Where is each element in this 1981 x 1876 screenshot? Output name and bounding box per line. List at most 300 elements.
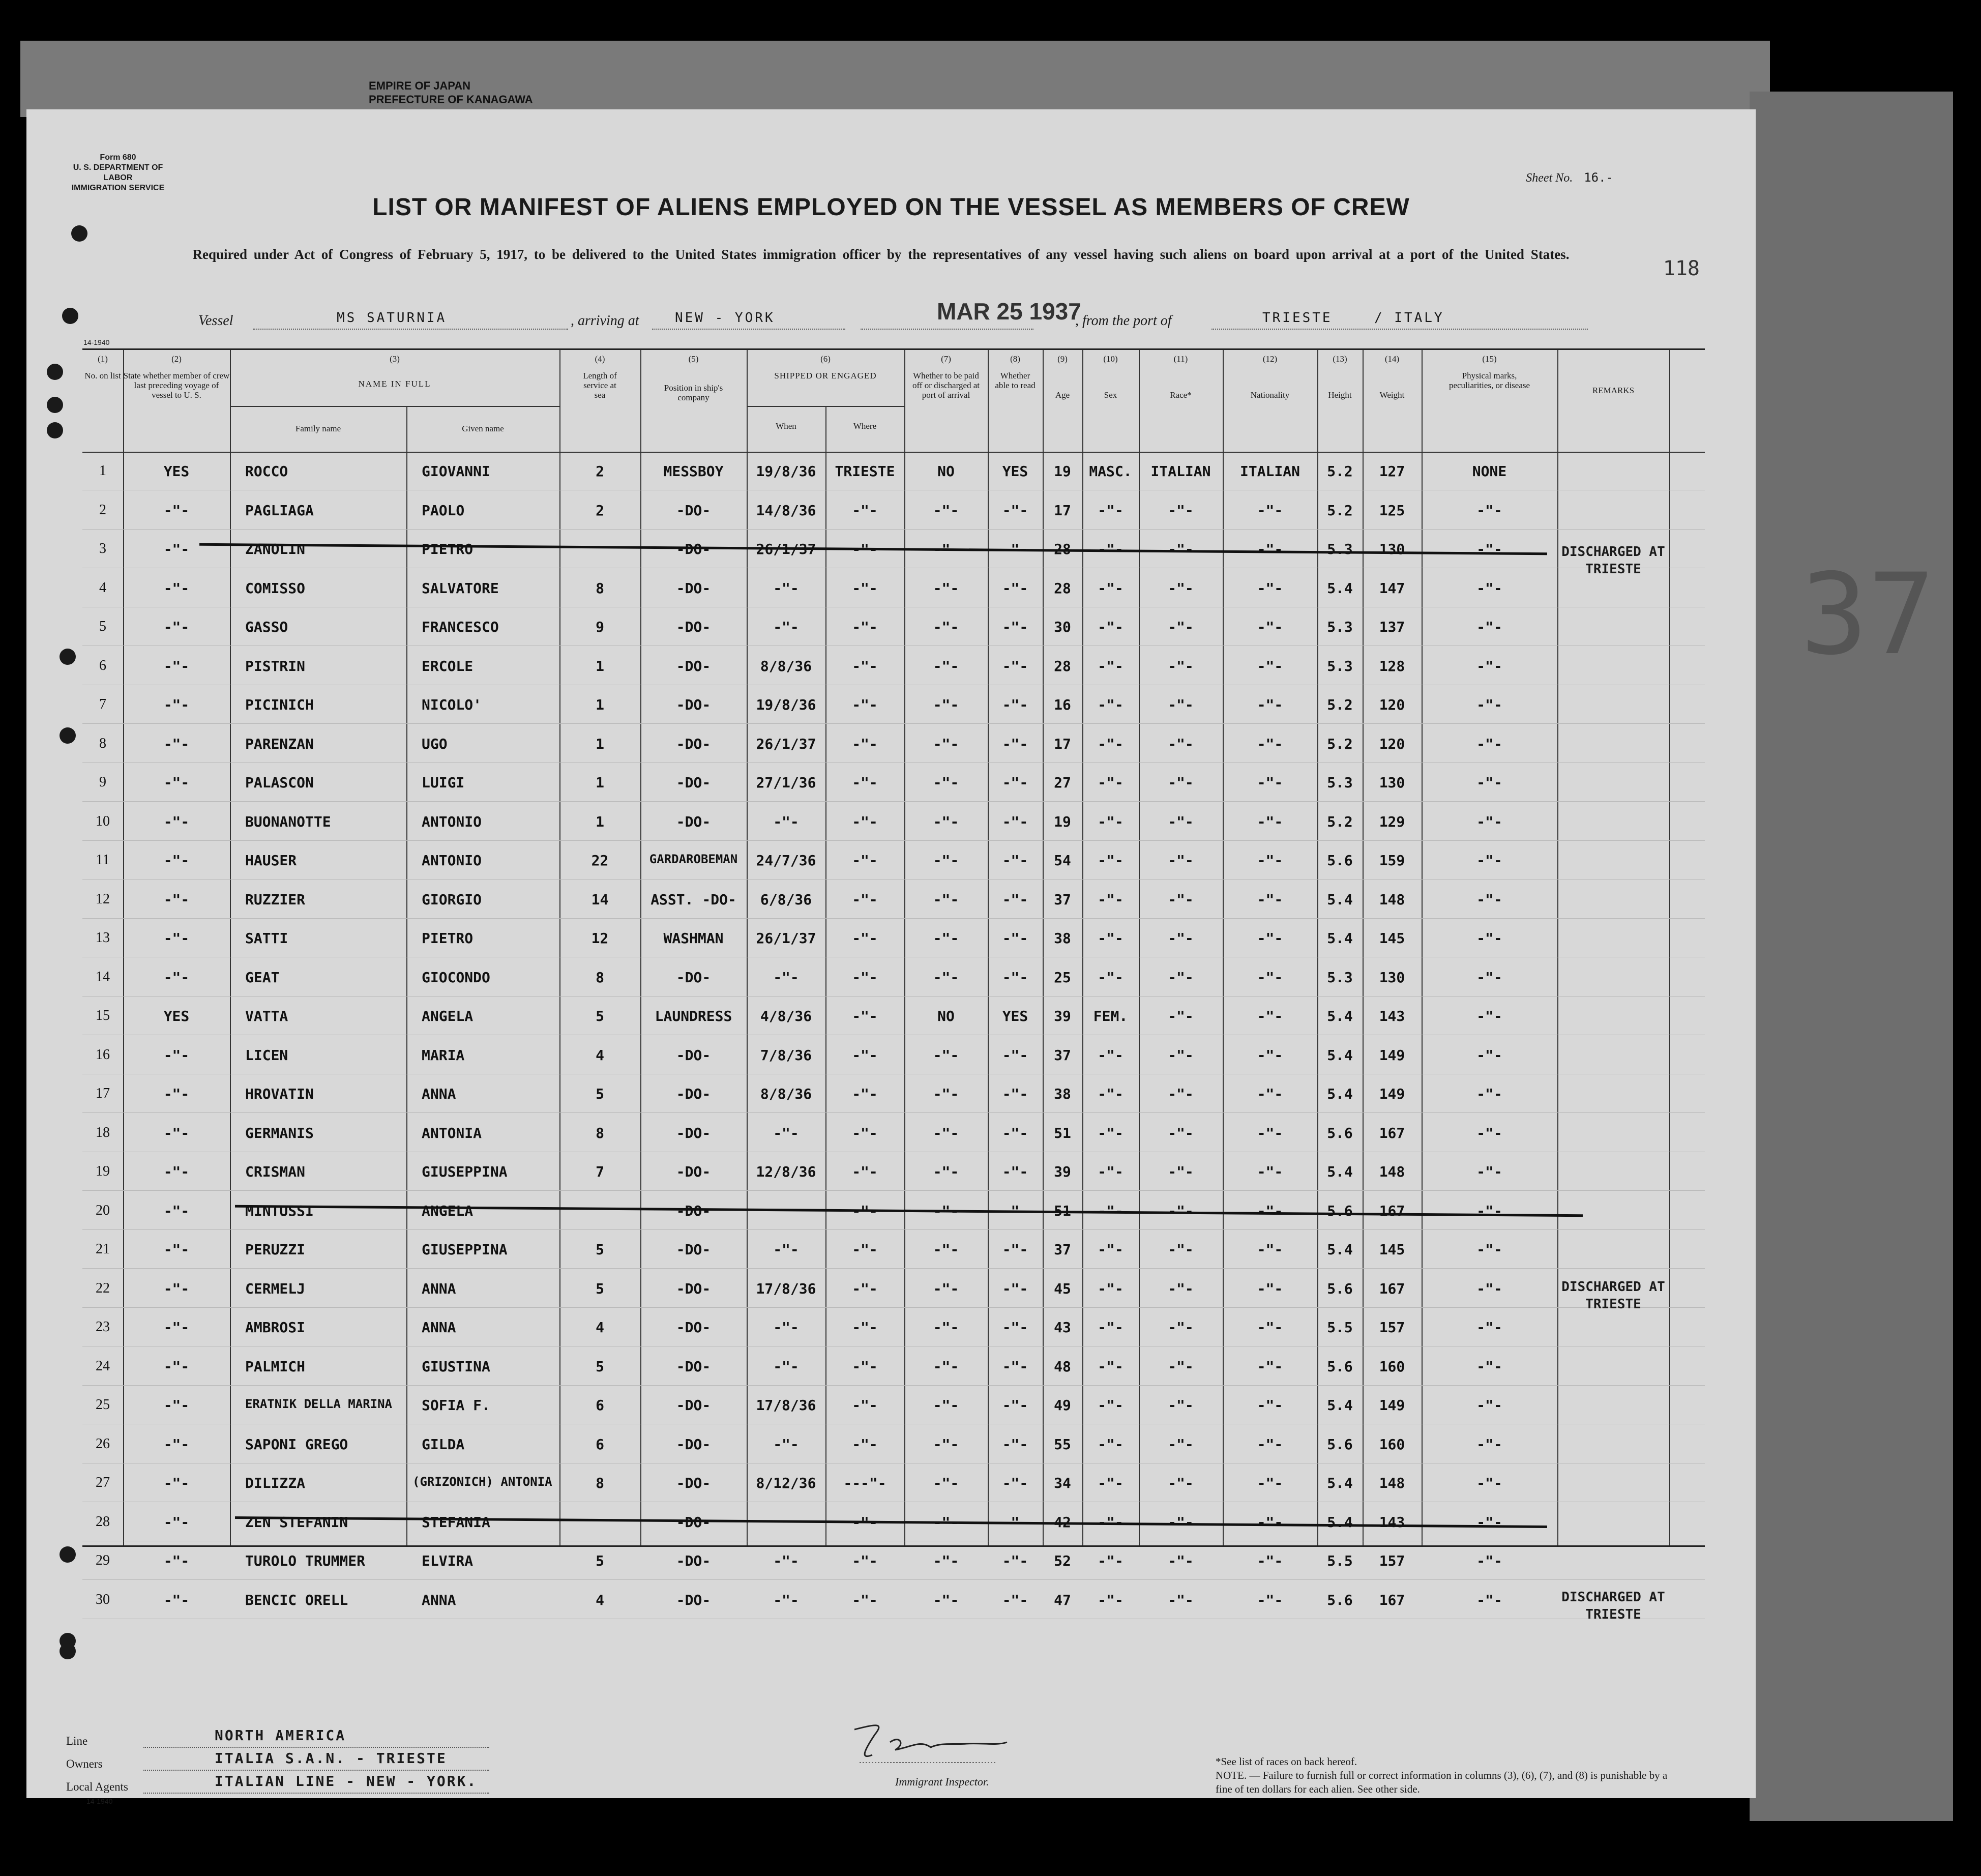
cell-previous-voyage: -"-: [163, 1163, 190, 1180]
cell-race: -"-: [1168, 1086, 1194, 1102]
cell-weight: 130: [1379, 774, 1405, 791]
cell-physical-marks: -"-: [1476, 891, 1502, 908]
family-name-header: Family name: [295, 424, 341, 433]
cell-service-length: 1: [596, 735, 604, 752]
cell-row-number: 6: [99, 657, 106, 673]
cell-able-to-read: -"-: [1002, 657, 1028, 675]
cell-row-number: 13: [96, 930, 110, 946]
cell-family-name: HROVATIN: [245, 1086, 314, 1102]
table-row: [82, 996, 1705, 1035]
cell-previous-voyage: -"-: [163, 1552, 190, 1569]
cell-row-number: 22: [96, 1280, 110, 1296]
cell-race: -"-: [1168, 696, 1194, 713]
cell-race: -"-: [1168, 502, 1194, 519]
cell-nationality: -"-: [1257, 1202, 1283, 1219]
cell-able-to-read: -"-: [1002, 1319, 1028, 1336]
cell-height: 5.6: [1327, 1358, 1353, 1375]
cell-physical-marks: -"-: [1476, 1591, 1502, 1608]
cell-position: -DO-: [676, 1358, 711, 1375]
cell-family-name: ROCCO: [245, 463, 288, 480]
cell-given-name: GIOVANNI: [422, 463, 490, 480]
cell-physical-marks: -"-: [1476, 1475, 1502, 1491]
cell-physical-marks: -"-: [1476, 1552, 1502, 1569]
table-row: [82, 530, 1705, 568]
cell-nationality: -"-: [1257, 930, 1283, 947]
cell-race: -"-: [1168, 1358, 1194, 1375]
footer-form-code: 14-1940: [86, 1797, 113, 1805]
cell-engaged-when: 14/8/36: [756, 502, 816, 519]
cell-sex: MASC.: [1089, 463, 1132, 480]
cell-sex: -"-: [1098, 891, 1123, 908]
cell-paid-off: -"-: [933, 1202, 959, 1219]
cell-paid-off: -"-: [933, 1397, 959, 1414]
cell-race: -"-: [1168, 969, 1194, 986]
binder-hole: [60, 1546, 76, 1563]
cell-sex: -"-: [1098, 969, 1123, 986]
line-fill: [143, 1746, 489, 1748]
cell-sex: -"-: [1098, 1435, 1123, 1453]
cell-given-name: PIETRO: [422, 541, 474, 558]
cell-nationality: -"-: [1257, 774, 1283, 791]
prefecture-stamp: [369, 79, 533, 106]
table-row: [82, 802, 1705, 841]
col2-header: (2) State whether member of crew last preceding voyage of vessel to U. S.: [123, 354, 230, 400]
cell-service-length: 2: [596, 463, 604, 480]
cell-engaged-where: -"-: [852, 1280, 878, 1297]
cell-paid-off: -"-: [933, 1513, 959, 1531]
cell-family-name: SAPONI GREGO: [245, 1435, 348, 1453]
cell-weight: 137: [1379, 619, 1405, 635]
cell-paid-off: -"-: [933, 1046, 959, 1064]
cell-physical-marks: -"-: [1476, 619, 1502, 635]
table-row: [82, 1308, 1705, 1346]
cell-given-name: ANTONIA: [422, 1124, 482, 1141]
service: IMMIGRATION SERVICE: [71, 184, 165, 192]
line-label: Line: [66, 1735, 88, 1747]
cell-weight: 145: [1379, 1241, 1405, 1258]
cell-nationality: -"-: [1257, 541, 1283, 558]
cell-height: 5.2: [1327, 735, 1353, 752]
cell-able-to-read: -"-: [1002, 619, 1028, 635]
penalty-note: NOTE. — Failure to furnish full or correct information in columns (3), (6), (7), and (8) is punishable by a fine of ten dollars for each alien. See other side.: [1216, 1769, 1668, 1795]
cell-age: 38: [1054, 930, 1071, 947]
cell-position: -DO-: [676, 1280, 711, 1297]
cell-sex: -"-: [1098, 1086, 1123, 1102]
cell-age: 30: [1054, 619, 1071, 635]
cell-row-number: 24: [96, 1358, 110, 1374]
cell-position: WASHMAN: [663, 930, 724, 947]
cell-paid-off: -"-: [933, 1475, 959, 1491]
cell-previous-voyage: -"-: [163, 1241, 190, 1258]
cell-paid-off: -"-: [933, 1124, 959, 1141]
form-number: Form 680: [100, 153, 136, 162]
cell-able-to-read: -"-: [1002, 1591, 1028, 1608]
cell-height: 5.4: [1327, 891, 1353, 908]
cell-race: -"-: [1168, 1008, 1194, 1024]
cell-row-number: 29: [96, 1552, 110, 1568]
cell-sex: -"-: [1098, 1046, 1123, 1064]
cell-family-name: SATTI: [245, 930, 288, 947]
cell-height: 5.6: [1327, 1124, 1353, 1141]
cell-able-to-read: -"-: [1002, 696, 1028, 713]
cell-engaged-where: -"-: [852, 1086, 878, 1102]
country-value: / ITALY: [1374, 310, 1444, 326]
cell-given-name: (GRIZONICH) ANTONIA: [412, 1475, 552, 1489]
cell-age: 28: [1054, 657, 1071, 675]
cell-weight: 149: [1379, 1086, 1405, 1102]
page-title: LIST OR MANIFEST OF ALIENS EMPLOYED ON THE VESSEL AS MEMBERS OF CREW: [372, 194, 1410, 221]
table-row: [82, 724, 1705, 763]
cell-engaged-when: 8/8/36: [760, 657, 812, 675]
cell-age: 37: [1054, 1241, 1071, 1258]
col15-header: (15) Physical marks, peculiarities, or disease: [1448, 354, 1530, 390]
cell-nationality: -"-: [1257, 696, 1283, 713]
col5-header: (5) Position in ship's company: [664, 354, 723, 402]
cell-paid-off: -"-: [933, 891, 959, 908]
cell-service-length: 5: [596, 1552, 604, 1569]
cell-service-length: 1: [596, 813, 604, 830]
cell-sex: -"-: [1098, 813, 1123, 830]
col8-header: (8) Whether able to read: [995, 354, 1036, 390]
cell-position: -DO-: [676, 1435, 711, 1453]
cell-age: 27: [1054, 774, 1071, 791]
cell-nationality: -"-: [1257, 1241, 1283, 1258]
cell-height: 5.3: [1327, 657, 1353, 675]
table-row: [82, 1347, 1705, 1386]
table-row: [82, 1269, 1705, 1308]
cell-previous-voyage: -"-: [163, 1358, 190, 1375]
cell-able-to-read: -"-: [1002, 813, 1028, 830]
cell-weight: 120: [1379, 696, 1405, 713]
cell-service-length: 5: [596, 1358, 604, 1375]
cell-nationality: -"-: [1257, 891, 1283, 908]
table-row: [82, 841, 1705, 880]
cell-height: 5.3: [1327, 541, 1353, 558]
cell-given-name: PAOLO: [422, 502, 465, 519]
cell-engaged-where: -"-: [852, 1591, 878, 1608]
cell-family-name: CERMELJ: [245, 1280, 306, 1297]
arriving-value: NEW - YORK: [675, 310, 775, 326]
cell-given-name: MARIA: [422, 1046, 465, 1064]
cell-sex: -"-: [1098, 541, 1123, 558]
cell-engaged-where: -"-: [852, 696, 878, 713]
cell-previous-voyage: -"-: [163, 852, 190, 869]
cell-sex: -"-: [1098, 1552, 1123, 1569]
cell-previous-voyage: -"-: [163, 891, 190, 908]
cell-previous-voyage: -"-: [163, 1202, 190, 1219]
cell-sex: -"-: [1098, 1202, 1123, 1219]
remark-row-3: DISCHARGED AT TRIESTE: [1561, 544, 1665, 577]
table-row: [82, 1036, 1705, 1074]
cell-family-name: COMISSO: [245, 579, 306, 597]
agents-value: ITALIAN LINE - NEW - YORK.: [215, 1773, 478, 1790]
cell-race: -"-: [1168, 1475, 1194, 1491]
cell-position: -DO-: [676, 502, 711, 519]
cell-previous-voyage: -"-: [163, 579, 190, 597]
binder-hole: [47, 397, 63, 413]
cell-row-number: 23: [96, 1319, 110, 1335]
cell-weight: 130: [1379, 969, 1405, 986]
col9-header: (9) Age: [1055, 354, 1070, 400]
cell-previous-voyage: -"-: [163, 969, 190, 986]
cell-race: -"-: [1168, 1163, 1194, 1180]
table-row: [82, 647, 1705, 685]
cell-height: 5.5: [1327, 1552, 1353, 1569]
cell-age: 37: [1054, 1046, 1071, 1064]
cell-engaged-where: -"-: [852, 1124, 878, 1141]
cell-able-to-read: -"-: [1002, 852, 1028, 869]
cell-engaged-when: 8/12/36: [756, 1475, 816, 1491]
cell-row-number: 18: [96, 1124, 110, 1140]
cell-family-name: ERATNIK DELLA MARINA: [245, 1397, 392, 1411]
cell-physical-marks: -"-: [1476, 1358, 1502, 1375]
cell-engaged-where: ---"-: [843, 1475, 886, 1491]
cell-nationality: -"-: [1257, 502, 1283, 519]
owners-value: ITALIA S.A.N. - TRIESTE: [215, 1750, 447, 1767]
cell-physical-marks: -"-: [1476, 1280, 1502, 1297]
sheet-number: [1526, 170, 1613, 185]
page-subtitle: Required under Act of Congress of February 5, 1917, to be delivered to the United States immigration officer by the representatives of any vessel having such aliens on board upon arrival at a port of the United States.: [192, 247, 1570, 262]
cell-nationality: -"-: [1257, 969, 1283, 986]
cell-given-name: GIOCONDO: [422, 969, 490, 986]
cell-physical-marks: -"-: [1476, 1435, 1502, 1453]
cell-previous-voyage: -"-: [163, 619, 190, 635]
cell-family-name: PAGLIAGA: [245, 502, 314, 519]
cell-paid-off: -"-: [933, 696, 959, 713]
table-row: [82, 1425, 1705, 1463]
cell-service-length: 6: [596, 1397, 604, 1414]
cell-engaged-where: -"-: [852, 1008, 878, 1024]
owners-label: Owners: [66, 1757, 103, 1770]
cell-height: 5.4: [1327, 1513, 1353, 1531]
cell-service-length: 4: [596, 1591, 604, 1608]
cell-nationality: -"-: [1257, 1513, 1283, 1531]
cell-weight: 167: [1379, 1280, 1405, 1297]
from-port-label: , from the port of: [1075, 313, 1172, 329]
cell-able-to-read: -"-: [1002, 1280, 1028, 1297]
cell-paid-off: -"-: [933, 1591, 959, 1608]
cell-paid-off: -"-: [933, 1280, 959, 1297]
cell-given-name: GILDA: [422, 1435, 465, 1453]
cell-sex: -"-: [1098, 1163, 1123, 1180]
cell-service-length: 8: [596, 1475, 604, 1491]
cell-engaged-where: -"-: [852, 1319, 878, 1336]
cell-paid-off: -"-: [933, 1086, 959, 1102]
cell-paid-off: -"-: [933, 657, 959, 675]
cell-previous-voyage: -"-: [163, 930, 190, 947]
cell-previous-voyage: -"-: [163, 1435, 190, 1453]
arriving-fill-line: [652, 328, 845, 330]
col1-header: (1) No. on list: [84, 354, 121, 380]
cell-position: -DO-: [676, 1397, 711, 1414]
top-filing-strip: [20, 41, 1770, 117]
cell-engaged-when: 17/8/36: [756, 1280, 816, 1297]
cell-height: 5.4: [1327, 579, 1353, 597]
cell-row-number: 28: [96, 1513, 110, 1530]
cell-row-number: 8: [99, 735, 106, 751]
where-header: Where: [853, 421, 877, 431]
cell-paid-off: -"-: [933, 1319, 959, 1336]
cell-family-name: CRISMAN: [245, 1163, 306, 1180]
cell-family-name: PICINICH: [245, 696, 314, 713]
cell-able-to-read: -"-: [1002, 579, 1028, 597]
cell-row-number: 17: [96, 1086, 110, 1101]
cell-engaged-where: -"-: [852, 1163, 878, 1180]
cell-sex: -"-: [1098, 502, 1123, 519]
cell-engaged-when: 24/7/36: [756, 852, 816, 869]
cell-row-number: 27: [96, 1475, 110, 1490]
cell-service-length: 7: [596, 1163, 604, 1180]
cell-previous-voyage: -"-: [163, 1280, 190, 1297]
cell-nationality: -"-: [1257, 1280, 1283, 1297]
binder-hole: [62, 308, 78, 324]
cell-age: 48: [1054, 1358, 1071, 1375]
cell-family-name: PARENZAN: [245, 735, 314, 752]
cell-engaged-when: 19/8/36: [756, 463, 816, 480]
cell-sex: -"-: [1098, 1241, 1123, 1258]
cell-previous-voyage: -"-: [163, 1046, 190, 1064]
binder-hole: [47, 422, 63, 438]
cell-given-name: SOFIA F.: [422, 1397, 490, 1414]
when-header: When: [776, 421, 796, 431]
cell-able-to-read: -"-: [1002, 1241, 1028, 1258]
cell-sex: -"-: [1098, 1124, 1123, 1141]
cell-position: -DO-: [676, 619, 711, 635]
cell-able-to-read: -"-: [1002, 541, 1028, 558]
cell-family-name: BENCIC ORELL: [245, 1591, 348, 1608]
stamp-line-2: PREFECTURE OF KANAGAWA: [369, 93, 533, 106]
cell-row-number: 3: [99, 541, 106, 556]
cell-physical-marks: -"-: [1476, 1319, 1502, 1336]
cell-paid-off: -"-: [933, 735, 959, 752]
form-code: 14-1940: [83, 338, 110, 346]
cell-nationality: -"-: [1257, 657, 1283, 675]
cell-physical-marks: -"-: [1476, 1163, 1502, 1180]
cell-engaged-when: 26/1/37: [756, 930, 816, 947]
cell-engaged-where: -"-: [852, 969, 878, 986]
cell-age: 28: [1054, 579, 1071, 597]
cell-race: -"-: [1168, 1397, 1194, 1414]
cell-family-name: AMBROSI: [245, 1319, 306, 1336]
cell-engaged-when: -"-: [773, 579, 799, 597]
col11-header: (11) Race*: [1170, 354, 1192, 400]
cell-height: 5.3: [1327, 969, 1353, 986]
cell-given-name: ANTONIO: [422, 813, 482, 830]
cell-engaged-where: -"-: [852, 1202, 878, 1219]
cell-race: -"-: [1168, 1241, 1194, 1258]
cell-previous-voyage: -"-: [163, 735, 190, 752]
cell-sex: -"-: [1098, 1475, 1123, 1491]
cell-sex: FEM.: [1093, 1008, 1128, 1024]
cell-able-to-read: -"-: [1002, 930, 1028, 947]
cell-nationality: ITALIAN: [1239, 463, 1300, 480]
cell-nationality: -"-: [1257, 1397, 1283, 1414]
cell-race: -"-: [1168, 1513, 1194, 1531]
cell-engaged-when: -"-: [773, 1591, 799, 1608]
cell-paid-off: -"-: [933, 1552, 959, 1569]
cell-engaged-when: 12/8/36: [756, 1163, 816, 1180]
cell-nationality: -"-: [1257, 1435, 1283, 1453]
cell-height: 5.2: [1327, 813, 1353, 830]
arriving-label: , arriving at: [571, 313, 639, 329]
cell-height: 5.4: [1327, 1475, 1353, 1491]
cell-sex: -"-: [1098, 696, 1123, 713]
table-row: [82, 1463, 1705, 1502]
cell-age: 51: [1054, 1124, 1071, 1141]
cell-sex: -"-: [1098, 579, 1123, 597]
cell-row-number: 20: [96, 1202, 110, 1218]
adjacent-page-ink: 37: [1800, 549, 1935, 680]
cell-physical-marks: -"-: [1476, 1008, 1502, 1024]
cell-age: 55: [1054, 1435, 1071, 1453]
cell-position: GARDAROBEMAN: [649, 852, 738, 866]
cell-service-length: 1: [596, 657, 604, 675]
cell-engaged-where: TRIESTE: [835, 463, 895, 480]
cell-row-number: 14: [96, 969, 110, 985]
cell-physical-marks: -"-: [1476, 774, 1502, 791]
cell-position: ASST. -DO-: [651, 891, 736, 908]
cell-position: LAUNDRESS: [655, 1008, 732, 1024]
cell-paid-off: -"-: [933, 1435, 959, 1453]
inspector-signature: [844, 1719, 1017, 1770]
cell-position: MESSBOY: [663, 463, 724, 480]
cell-row-number: 10: [96, 813, 110, 829]
manifest-sheet: [26, 109, 1756, 1805]
cell-given-name: LUIGI: [422, 774, 465, 791]
cell-nationality: -"-: [1257, 619, 1283, 635]
col3-header: (3) NAME IN FULL: [358, 354, 431, 389]
cell-position: -DO-: [676, 735, 711, 752]
cell-previous-voyage: -"-: [163, 813, 190, 830]
cell-paid-off: -"-: [933, 1163, 959, 1180]
cell-family-name: PISTRIN: [245, 657, 306, 675]
cell-race: -"-: [1168, 774, 1194, 791]
cell-position: -DO-: [676, 969, 711, 986]
cell-physical-marks: -"-: [1476, 696, 1502, 713]
given-name-header: Given name: [462, 424, 504, 433]
cell-row-number: 15: [96, 1008, 110, 1023]
cell-family-name: PERUZZI: [245, 1241, 306, 1258]
cell-weight: 160: [1379, 1358, 1405, 1375]
cell-position: -DO-: [676, 1513, 711, 1531]
cell-age: 38: [1054, 1086, 1071, 1102]
race-footnote: *See list of races on back hereof.: [1216, 1755, 1357, 1768]
cell-engaged-when: 7/8/36: [760, 1046, 812, 1064]
cell-family-name: ZANOLIN: [245, 541, 306, 558]
cell-physical-marks: -"-: [1476, 1124, 1502, 1141]
cell-height: 5.6: [1327, 852, 1353, 869]
cell-weight: 145: [1379, 930, 1405, 947]
cell-engaged-when: -"-: [773, 1124, 799, 1141]
cell-paid-off: -"-: [933, 852, 959, 869]
cell-weight: 120: [1379, 735, 1405, 752]
cell-position: -DO-: [676, 579, 711, 597]
cell-weight: 128: [1379, 657, 1405, 675]
owners-fill: [143, 1769, 489, 1771]
cell-given-name: FRANCESCO: [422, 619, 499, 635]
cell-sex: -"-: [1098, 852, 1123, 869]
cell-given-name: STEFANIA: [422, 1513, 490, 1531]
inspector-label: Immigrant Inspector.: [895, 1775, 989, 1788]
cell-nationality: -"-: [1257, 1163, 1283, 1180]
cell-weight: 167: [1379, 1124, 1405, 1141]
cell-weight: 157: [1379, 1552, 1405, 1569]
cell-weight: 143: [1379, 1008, 1405, 1024]
cell-age: 25: [1054, 969, 1071, 986]
cell-service-length: 12: [591, 930, 609, 947]
cell-family-name: MINTUSSI: [245, 1202, 314, 1219]
cell-sex: -"-: [1098, 619, 1123, 635]
